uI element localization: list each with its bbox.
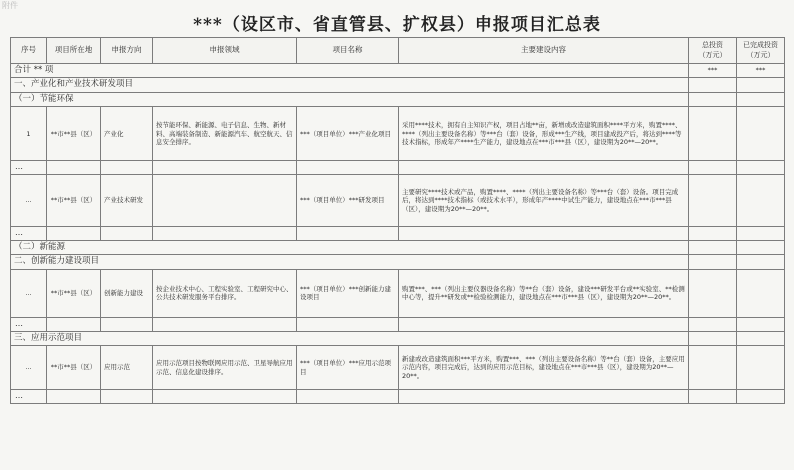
subsection-row bbox=[11, 92, 785, 106]
row-seq: … bbox=[11, 269, 47, 317]
header-done: 已完成投资 （万元） bbox=[737, 38, 785, 64]
ellipsis: … bbox=[11, 227, 47, 241]
section-row bbox=[11, 255, 785, 269]
section-1-1-title: （一）节能环保 bbox=[11, 92, 689, 106]
row-project-name: ***（项目单位）***应用示范项目 bbox=[297, 346, 399, 390]
row-field: 按节能环保、新能源、电子信息、生物、新材料、高端装备制造、新能源汽车、航空航天、信息安全排序。 bbox=[153, 107, 297, 161]
row-location: **市**县（区） bbox=[47, 346, 101, 390]
table-row bbox=[11, 107, 785, 161]
row-total bbox=[689, 269, 737, 317]
ellipsis-row bbox=[11, 317, 785, 331]
row-seq: … bbox=[11, 175, 47, 227]
total-row bbox=[11, 64, 785, 78]
section-2-title: 二、创新能力建设项目 bbox=[11, 255, 689, 269]
row-content: 购置***、***（列出主要仪器设备名称）等**台（套）设备，建设***研发平台或**实验室、**检测中心等，提升**研发或**检验检测能力，建设地点在***市***县（区），建设期为20**—20**。 bbox=[399, 269, 689, 317]
row-direction: 产业技术研发 bbox=[101, 175, 153, 227]
row-direction: 创新能力建设 bbox=[101, 269, 153, 317]
header-direction: 申报方向 bbox=[101, 38, 153, 64]
row-field bbox=[153, 175, 297, 227]
row-direction: 应用示范 bbox=[101, 346, 153, 390]
ellipsis: … bbox=[11, 390, 47, 404]
header-total: 总投资 （万元） bbox=[689, 38, 737, 64]
row-project-name: ***（项目单位）***研发项目 bbox=[297, 175, 399, 227]
section-row bbox=[11, 78, 785, 92]
page-title: ***（设区市、省直管县、扩权县）申报项目汇总表 bbox=[193, 15, 601, 35]
table-row bbox=[11, 175, 785, 227]
row-seq: 1 bbox=[11, 107, 47, 161]
table-row bbox=[11, 269, 785, 317]
subsection-row bbox=[11, 241, 785, 255]
row-total bbox=[689, 107, 737, 161]
header-content: 主要建设内容 bbox=[399, 38, 689, 64]
row-done bbox=[737, 107, 785, 161]
total-done: *** bbox=[737, 64, 785, 78]
row-seq: … bbox=[11, 346, 47, 390]
row-field: 按企业技术中心、工程实验室、工程研究中心、公共技术研发服务平台排序。 bbox=[153, 269, 297, 317]
row-done bbox=[737, 175, 785, 227]
header-row bbox=[11, 38, 785, 64]
row-project-name: ***（项目单位）***创新能力建设项目 bbox=[297, 269, 399, 317]
row-location: **市**县（区） bbox=[47, 107, 101, 161]
header-location: 项目所在地 bbox=[47, 38, 101, 64]
row-total bbox=[689, 346, 737, 390]
ellipsis-row bbox=[11, 390, 785, 404]
header-name: 项目名称 bbox=[297, 38, 399, 64]
row-content: 新建或改造建筑面积***平方米，购置***、***（列出主要设备名称）等**台（套）设备，主要应用示范内容，项目完成后，达到的应用示范目标，建设地点在***市***县（区），建设期为20**—20**。 bbox=[399, 346, 689, 390]
row-content: 采用****技术，拥有自主知识产权，项目占地**亩，新增或改造建筑面积****平方米，购置****、****（列出主要设备名称）等***台（套）设备，形成***生产线，项目建成投产后，将达到****等技术指标，形成年产****生产能力，建设地点在***市***县（区），建设期为20**—20**。 bbox=[399, 107, 689, 161]
total-investment: *** bbox=[689, 64, 737, 78]
total-label: 合计 ** 项 bbox=[11, 64, 689, 78]
row-total bbox=[689, 175, 737, 227]
ellipsis: … bbox=[11, 317, 47, 331]
summary-table bbox=[10, 37, 785, 404]
ellipsis: … bbox=[11, 161, 47, 175]
row-done bbox=[737, 269, 785, 317]
table-row bbox=[11, 346, 785, 390]
section-row bbox=[11, 331, 785, 345]
row-location: **市**县（区） bbox=[47, 175, 101, 227]
section-1-title: 一、产业化和产业技术研发项目 bbox=[11, 78, 689, 92]
ellipsis-row bbox=[11, 227, 785, 241]
section-1-2-title: （二）新能源 bbox=[11, 241, 689, 255]
row-field: 应用示范项目按物联网应用示范、卫星导航应用示范、信息化建设排序。 bbox=[153, 346, 297, 390]
row-project-name: ***（项目单位）***产业化项目 bbox=[297, 107, 399, 161]
row-content: 主要研究****技术或产品，购置****、****（列出主要设备名称）等***台（套）设备。项目完成后，将达到****技术指标（或技术水平），形成年产****中试生产能力，建设地点在***市***县（区），建设期为20**—20**。 bbox=[399, 175, 689, 227]
row-done bbox=[737, 346, 785, 390]
ellipsis-row bbox=[11, 161, 785, 175]
section-3-title: 三、应用示范项目 bbox=[11, 331, 689, 345]
header-field: 申报领域 bbox=[153, 38, 297, 64]
header-fragment: 附件 bbox=[2, 1, 18, 10]
header-seq: 序号 bbox=[11, 38, 47, 64]
row-direction: 产业化 bbox=[101, 107, 153, 161]
row-location: **市**县（区） bbox=[47, 269, 101, 317]
